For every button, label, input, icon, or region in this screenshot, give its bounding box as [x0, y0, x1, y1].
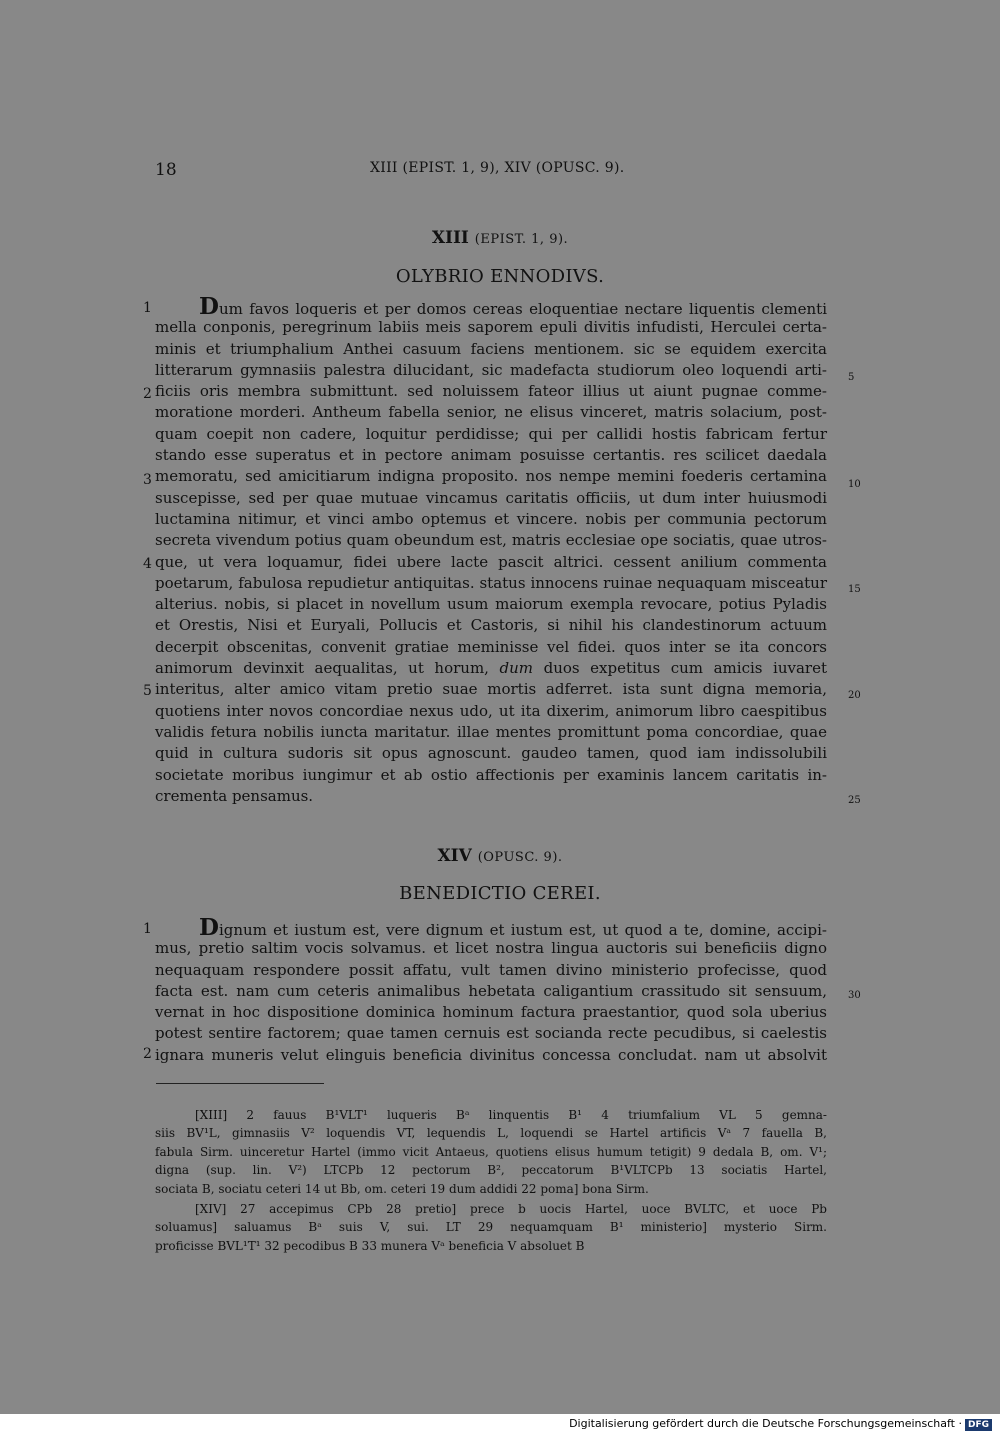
text-line: poetarum, fabulosa repudietur antiquitas. status innocens ruinae nequaquam misceatur: [155, 573, 827, 592]
text-line: alterius. nobis, si placet in novellum usum maiorum exempla revocare, potius Pyladis: [155, 595, 827, 614]
text-line: potest sentire factorem; quae tamen cernuis est socianda recte pecudibus, si caelestis: [155, 1024, 827, 1043]
text-line: interitus, alter amico vitam pretio suae mortis adferret. ista sunt digna memoria,: [155, 680, 827, 699]
section-text-xiv: [155, 914, 827, 1066]
paragraph-number: 2: [143, 1046, 152, 1062]
text-line: minis et triumphalium Anthei casuum faciens mentionem. sic se equidem exercita: [155, 339, 827, 358]
apparatus-line: proficisse BVL¹T¹ 32 pecodibus B 33 munera Vᵃ beneficia V absoluet B: [155, 1238, 585, 1253]
line-count-marker: 20: [848, 690, 861, 701]
text-line: litterarum gymnasiis palestra dilucidant, sic madefacta studiorum oleo loquendi arti-: [155, 360, 827, 379]
text-line: quam coepit non cadere, loquitur perdidisse; qui per callidi hostis fabricam fertur: [155, 424, 827, 443]
digitization-credit: Digitalisierung gefördert durch die Deutsche Forschungsgemeinschaft · DFG: [569, 1417, 992, 1431]
text-line: ficiis oris membra submittunt. sed noluissem fateor illius ut aiunt pugnae comme-: [155, 382, 827, 401]
text-line: secreta vivendum potius quam obeundum est, matris ecclesiae ope sociatis, quae utros-: [155, 531, 827, 550]
text-line: Dignum et iustum est, vere dignum et iustum est, ut quod a te, domine, accipi-: [199, 914, 827, 941]
text-line: que, ut vera loquamur, fidei ubere lacte pascit altrici. cessent anilium commenta: [155, 552, 827, 571]
section-title-xiii: XIII (EPIST. 1, 9).: [431, 228, 569, 248]
text-line: moratione morderi. Antheum fabella senior, ne elisus vinceret, matris solacium, post-: [155, 403, 827, 422]
text-line: quotiens inter novos concordiae nexus udo, ut ita dixerim, animorum libro caespitibus: [155, 701, 827, 720]
paragraph-number: 1: [143, 921, 152, 937]
paragraph-number: 5: [143, 683, 152, 699]
section-subtitle-xiv: BENEDICTIO CEREI.: [399, 883, 601, 904]
text-line: facta est. nam cum ceteris animalibus hebetata caligantium crassitudo sit sensuum,: [155, 981, 827, 1000]
text-line: nequaquam respondere possit affatu, vult tamen divino ministerio profecisse, quod: [155, 960, 827, 979]
critical-apparatus: [155, 1106, 827, 1255]
line-count-marker: 15: [848, 584, 861, 595]
text-line: mus, pretio saltim vocis solvamus. et licet nostra lingua auctoris sui beneficiis digno: [155, 939, 827, 958]
paragraph-number: 4: [143, 556, 152, 572]
page-number: 18: [155, 160, 177, 180]
section-subtitle-xiii: OLYBRIO ENNODIVS.: [395, 266, 605, 287]
text-line: validis fetura nobilis iuncta maritatur. illae mentes promittunt poma concordiae, quae: [155, 722, 827, 741]
text-line: memoratu, sed amicitiarum indigna proposito. nos nempe memini foederis certamina: [155, 467, 827, 486]
text-line: mella conponis, peregrinum labiis meis saporem epuli divitis infudisti, Herculei certa-: [155, 318, 827, 337]
running-head: XIII (EPIST. 1, 9), XIV (OPUSC. 9).: [370, 160, 625, 176]
text-line: suscepisse, sed per quae mutuae vincamus caritatis officiis, ut dum inter huiusmodi: [155, 488, 827, 507]
text-line: crementa pensamus.: [155, 786, 314, 805]
line-count-marker: 25: [848, 795, 861, 806]
apparatus-line: siis BV¹L, gimnasiis V² loquendis VT, lequendis L, loquendi se Hartel artificis Vᵃ 7 fauella B,: [155, 1126, 827, 1141]
text-line: stando esse superatus et in pectore animam posuisse certantis. res scilicet daedala: [155, 446, 827, 465]
paragraph-number: 1: [143, 300, 152, 316]
line-count-marker: 5: [848, 372, 855, 383]
apparatus-line: fabula Sirm. uinceretur Hartel (immo vicit Antaeus, quotiens elisus humum tetigit) 9 dedala B, om. V¹;: [155, 1144, 827, 1159]
line-count-marker: 30: [848, 990, 861, 1001]
paragraph-number: 2: [143, 386, 152, 402]
footnote-rule: [156, 1083, 324, 1084]
paragraph-number: 3: [143, 472, 152, 488]
text-line: ignara muneris velut elinguis beneficia divinitus concessa concludat. nam ut absolvit: [155, 1045, 827, 1064]
text-line: vernat in hoc dispositione dominica hominum factura praestantior, quod sola uberius: [155, 1003, 827, 1022]
drop-capital: D: [199, 293, 219, 320]
text-line: luctamina nitimur, et vinci ambo optemus et vincere. nobis per communia pectorum: [155, 509, 827, 528]
line-count-marker: 10: [848, 479, 861, 490]
text-line: et Orestis, Nisi et Euryali, Pollucis et Castoris, si nihil his clandestinorum actuum: [155, 616, 827, 635]
text-line: Dum favos loqueris et per domos cereas eloquentiae nectare liquentis clementi: [199, 293, 827, 320]
text-line: societate moribus iungimur et ab ostio affectionis per examinis lancem caritatis in-: [155, 765, 827, 784]
apparatus-line: [XIII] 2 fauus B¹VLT¹ luqueris Bᵃ linquentis B¹ 4 triumfalium VL 5 gemna-: [195, 1108, 827, 1122]
apparatus-line: digna (sup. lin. V²) LTCPb 12 pectorum B², peccatorum B¹VLTCPb 13 sociatis Hartel,: [155, 1163, 827, 1178]
text-line: decerpit obscenitas, convenit gratiae meminisse vel fidei. quos inter se ita concors: [155, 637, 827, 656]
text-line: animorum devinxit aequalitas, ut horum, dum duos expetitus cum amicis iuvaret: [155, 659, 827, 678]
apparatus-line: sociata B, sociatu ceteri 14 ut Bb, om. ceteri 19 dum addidi 22 poma] bona Sirm.: [155, 1181, 649, 1196]
dfg-logo: DFG: [965, 1419, 992, 1431]
text-line: quid in cultura sudoris sit opus agnoscunt. gaudeo tamen, quod iam indissolubili: [155, 744, 827, 763]
apparatus-line: [XIV] 27 accepimus CPb 28 pretio] prece b uocis Hartel, uoce BVLTC, et uoce Pb: [195, 1201, 827, 1216]
section-text-xiii: [155, 293, 827, 807]
drop-capital: D: [199, 914, 219, 941]
section-title-xiv: XIV (OPUSC. 9).: [437, 846, 563, 866]
editorial-addition: dum: [499, 659, 534, 678]
apparatus-line: soluamus] saluamus Bᵃ suis V, sui. LT 29 nequamquam B¹ ministerio] mysterio Sirm.: [155, 1220, 827, 1235]
